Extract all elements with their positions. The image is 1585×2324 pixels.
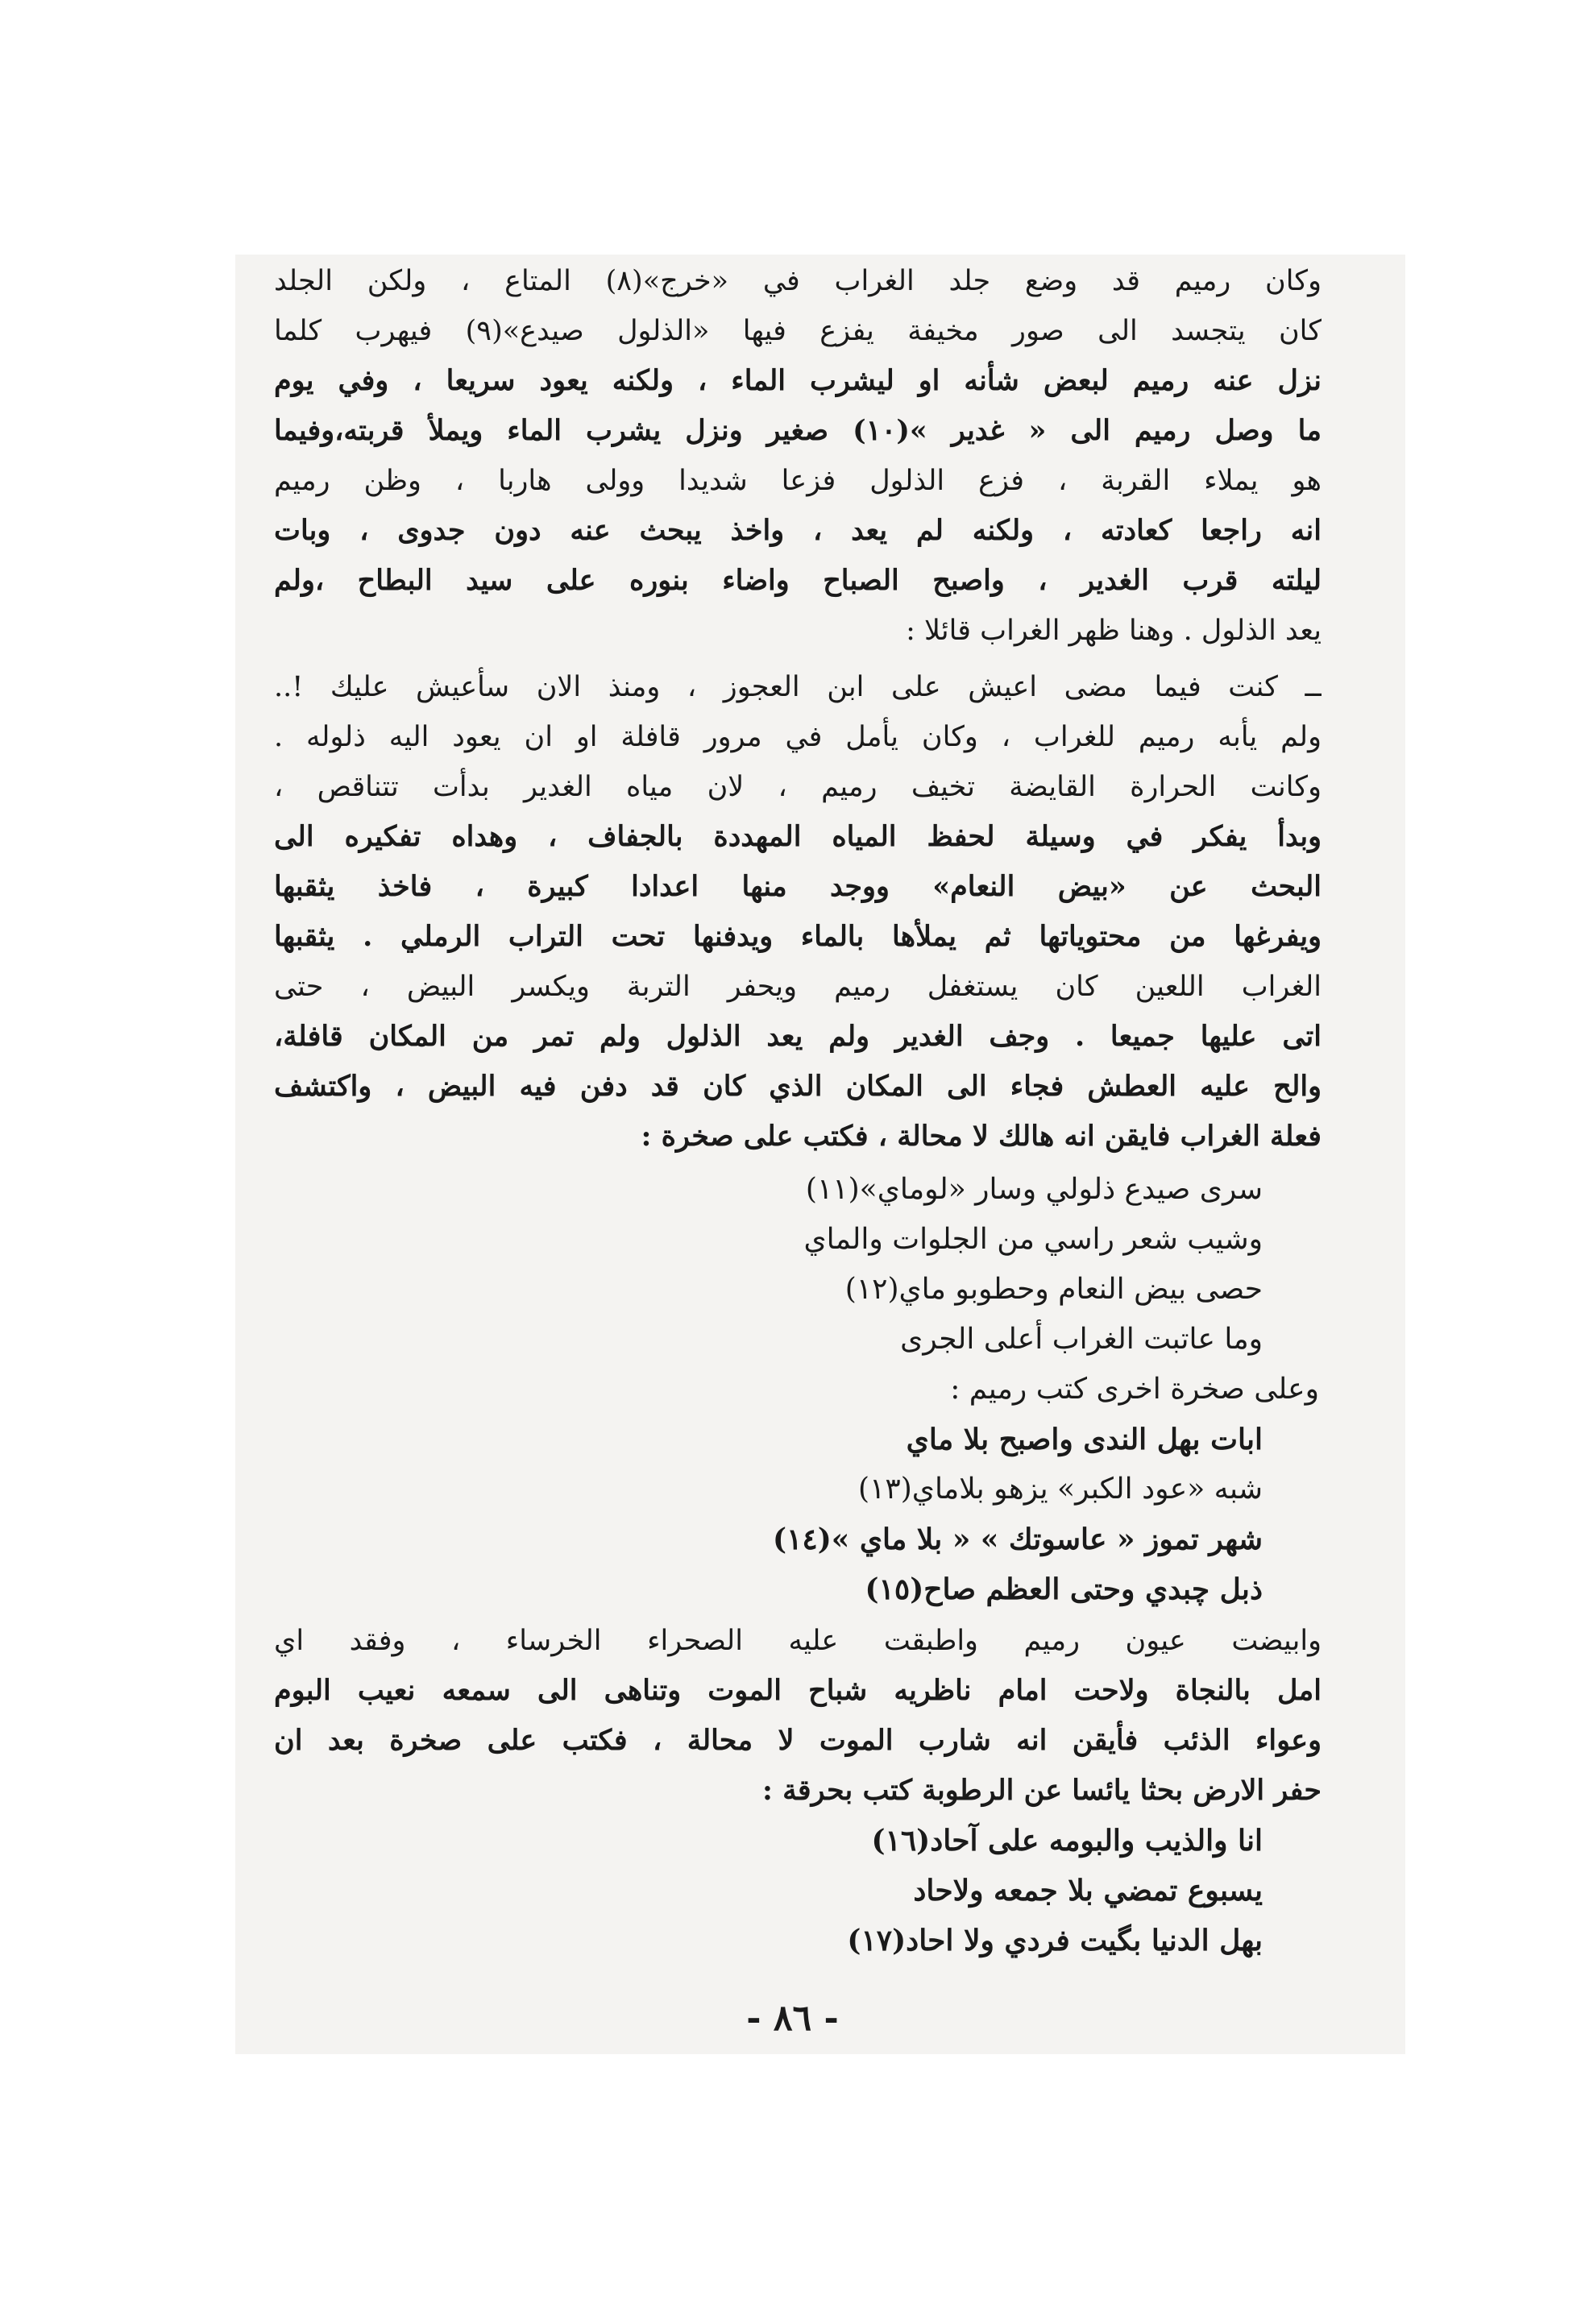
text-line: انه راجعا كعادته ، ولكنه لم يعد ، واخذ يبحث عنه دون جدوى ، وبات	[274, 514, 1322, 547]
text-line: امل بالنجاة ولاحت امام ناظريه شباح الموت وتناهى الى سمعه نعيب البوم	[274, 1674, 1322, 1707]
verse-line: ابات بهل الندى واصبح بلا ماي	[906, 1423, 1263, 1456]
text-line: وكان رميم قد وضع جلد الغراب في «خرج»(٨) المتاع ، ولكن الجلد	[274, 265, 1322, 297]
text-line: والح عليه العطش فجاء الى المكان الذي كان قد دفن فيه البيض ، واكتشف	[274, 1070, 1322, 1103]
verse-line: حصى بيض النعام وحطوبو ماي(١٢)	[844, 1273, 1263, 1306]
text-line: ولم يأبه رميم للغراب ، وكان يأمل في مرور قافلة او ان يعود اليه ذلوله .	[274, 721, 1322, 753]
text-line: نزل عنه رميم لبعض شأنه او ليشرب الماء ، ولكنه يعود سريعا ، وفي يوم	[274, 364, 1322, 397]
page-number: - ٨٦ -	[746, 1998, 839, 2039]
text-line: يعد الذلول . وهنا ظهر الغراب قائلا :	[906, 615, 1322, 647]
text-line: وكانت الحرارة القايضة تخيف رميم ، لان مياه الغدير بدأت تتناقص ،	[274, 771, 1322, 803]
paragraph-3	[274, 1616, 1322, 1816]
verse-3	[847, 1816, 1263, 1966]
text-line: ليلته قرب الغدير ، واصبح الصباح واضاء بنوره على سيد البطاح ،ولم	[274, 564, 1322, 597]
text-line: كان يتجسد الى صور مخيفة يفزع فيها «الذلول صيدع»(٩) فيهرب كلما	[274, 315, 1322, 347]
verse-line: انا والذيب والبومه على آحاد(١٦)	[871, 1824, 1263, 1858]
verse-line: سرى صيدع ذلولي وسار «لوماي»(١١)	[805, 1173, 1263, 1206]
text-line: هو يملاء القربة ، فزع الذلول فزعا شديدا وولى هاربا ، وظن رميم	[274, 465, 1322, 497]
verse-2-intro	[950, 1365, 1319, 1415]
text-line: وبدأ يفكر في وسيلة لحفظ المياه المهددة بالجفاف ، وهداه تفكيره الى	[274, 820, 1322, 853]
text-line: اتى عليها جميعا . وجف الغدير ولم يعد الذلول ولم تمر من المكان قافلة،	[274, 1020, 1322, 1053]
text-line: ويفرغها من محتوياتها ثم يملأها بالماء ويدفنها تحت التراب الرملي . يثقبها	[274, 920, 1322, 953]
verse-line: يسبوع تمضي بلا جمعه ولاحاد	[913, 1874, 1263, 1908]
verse-line: وما عاتبت الغراب أعلى الجرى	[900, 1323, 1263, 1356]
text-line: وعلى صخرة اخرى كتب رميم :	[950, 1373, 1319, 1406]
verse-line: بهل الدنيا بگيت فردي ولا احاد(١٧)	[847, 1924, 1263, 1957]
verse-line: شهر تموز « عاسوتك » « بلا ماي »(١٤)	[773, 1522, 1263, 1556]
paragraph-1	[274, 256, 1322, 656]
text-line: البحث عن «بيض النعام» ووجد منها اعدادا كبيرة ، فاخذ يثقبها	[274, 870, 1322, 903]
text-line: وابيضت عيون رميم واطبقت عليه الصحراء الخرساء ، وفقد اي	[274, 1625, 1322, 1657]
paragraph-2	[274, 662, 1322, 1162]
verse-1	[803, 1165, 1263, 1365]
text-line: وعواء الذئب فأيقن انه شارب الموت لا محالة ، فكتب على صخرة بعد ان	[274, 1724, 1322, 1757]
text-line: الغراب اللعين كان يستغفل رميم ويحفر التربة ويكسر البيض ، حتى	[274, 971, 1322, 1003]
verse-2	[773, 1415, 1263, 1614]
verse-line: شبه «عود الكبر» يزهو بلاماي(١٣)	[858, 1473, 1263, 1506]
text-line: ــ كنت فيما مضى اعيش على ابن العجوز ، ومنذ الان سأعيش عليك !..	[274, 671, 1322, 703]
text-line: فعلة الغراب فايقن انه هالك لا محالة ، فكتب على صخرة :	[641, 1120, 1322, 1153]
text-line: ما وصل رميم الى « غدير »(١٠) صغير ونزل يشرب الماء ويملأ قربته،وفيما	[274, 414, 1322, 447]
verse-line: وشيب شعر راسي من الجلوات والماي	[803, 1223, 1263, 1256]
verse-line: ذبل چبدي وحتى العظم صاح(١٥)	[865, 1572, 1263, 1606]
text-line: حفر الارض بحثا يائسا عن الرطوبة كتب بحرقة :	[762, 1774, 1322, 1807]
